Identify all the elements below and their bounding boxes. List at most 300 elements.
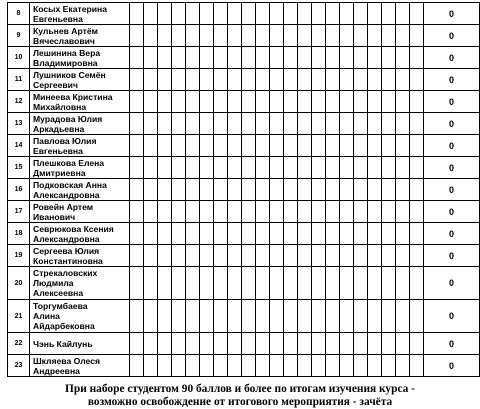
grade-cell bbox=[410, 113, 424, 135]
grade-cell bbox=[340, 91, 354, 113]
grade-cell bbox=[312, 245, 326, 267]
grade-cell bbox=[256, 245, 270, 267]
grade-cell bbox=[368, 91, 382, 113]
grade-cell bbox=[200, 157, 214, 179]
total-score: 0 bbox=[424, 25, 480, 47]
grade-cell bbox=[186, 223, 200, 245]
student-name: Севрюкова Ксения Александровна bbox=[30, 223, 130, 245]
grade-cell bbox=[326, 91, 340, 113]
grade-cell bbox=[214, 267, 228, 300]
grade-cell bbox=[340, 25, 354, 47]
grade-cell bbox=[214, 69, 228, 91]
row-number: 22 bbox=[8, 333, 30, 355]
total-score: 0 bbox=[424, 333, 480, 355]
grade-cell bbox=[312, 25, 326, 47]
grade-cell bbox=[410, 157, 424, 179]
row-number: 11 bbox=[8, 69, 30, 91]
grade-cell bbox=[200, 223, 214, 245]
table-row bbox=[8, 113, 480, 135]
grade-cell bbox=[284, 135, 298, 157]
grade-cell bbox=[396, 201, 410, 223]
grade-cell bbox=[340, 223, 354, 245]
grade-cell bbox=[214, 157, 228, 179]
grade-cell bbox=[298, 113, 312, 135]
table-row bbox=[8, 201, 480, 223]
grade-cell bbox=[298, 135, 312, 157]
grade-cell bbox=[326, 267, 340, 300]
grade-cell bbox=[326, 300, 340, 333]
row-number: 21 bbox=[8, 300, 30, 333]
grade-cell bbox=[130, 355, 144, 377]
grade-cell bbox=[158, 47, 172, 69]
grade-cell bbox=[354, 69, 368, 91]
total-score: 0 bbox=[424, 355, 480, 377]
grade-cell bbox=[242, 333, 256, 355]
grade-cell bbox=[312, 135, 326, 157]
grade-cell bbox=[228, 245, 242, 267]
grade-cell bbox=[410, 179, 424, 201]
grade-cell bbox=[172, 300, 186, 333]
grade-cell bbox=[158, 179, 172, 201]
grade-cell bbox=[368, 69, 382, 91]
grade-cell bbox=[326, 135, 340, 157]
grade-cell bbox=[186, 91, 200, 113]
grade-cell bbox=[354, 91, 368, 113]
grade-cell bbox=[312, 223, 326, 245]
grade-cell bbox=[256, 179, 270, 201]
grade-cell bbox=[298, 201, 312, 223]
grade-cell bbox=[284, 223, 298, 245]
grade-cell bbox=[312, 69, 326, 91]
grade-cell bbox=[382, 245, 396, 267]
grade-cell bbox=[130, 47, 144, 69]
grade-cell bbox=[242, 69, 256, 91]
grade-cell bbox=[298, 223, 312, 245]
grade-cell bbox=[256, 113, 270, 135]
grade-cell bbox=[396, 3, 410, 25]
grade-cell bbox=[172, 223, 186, 245]
grade-cell bbox=[158, 245, 172, 267]
grade-cell bbox=[354, 300, 368, 333]
student-name: Минеева Кристина Михайловна bbox=[30, 91, 130, 113]
table-row bbox=[8, 245, 480, 267]
grade-cell bbox=[144, 47, 158, 69]
grade-cell bbox=[242, 267, 256, 300]
grade-cell bbox=[186, 3, 200, 25]
grade-cell bbox=[270, 135, 284, 157]
grade-cell bbox=[368, 179, 382, 201]
grade-cell bbox=[158, 300, 172, 333]
table-row bbox=[8, 267, 480, 300]
grade-cell bbox=[144, 245, 158, 267]
grade-cell bbox=[256, 69, 270, 91]
grade-cell bbox=[200, 201, 214, 223]
grade-cell bbox=[242, 3, 256, 25]
grade-cell bbox=[186, 179, 200, 201]
grade-cell bbox=[256, 355, 270, 377]
student-name: Мурадова Юлия Аркадьевна bbox=[30, 113, 130, 135]
student-name: Ровейн Артем Иванович bbox=[30, 201, 130, 223]
grade-cell bbox=[354, 245, 368, 267]
grade-cell bbox=[396, 113, 410, 135]
grade-cell bbox=[340, 47, 354, 69]
grade-cell bbox=[340, 179, 354, 201]
grade-cell bbox=[200, 245, 214, 267]
grade-cell bbox=[158, 355, 172, 377]
grade-cell bbox=[256, 157, 270, 179]
grade-cell bbox=[396, 300, 410, 333]
grade-cell bbox=[298, 267, 312, 300]
grade-cell bbox=[228, 300, 242, 333]
grade-cell bbox=[172, 135, 186, 157]
grade-cell bbox=[312, 179, 326, 201]
grade-cell bbox=[172, 69, 186, 91]
row-number: 8 bbox=[8, 3, 30, 25]
grade-cell bbox=[298, 25, 312, 47]
grade-cell bbox=[354, 25, 368, 47]
grade-cell bbox=[382, 201, 396, 223]
row-number: 16 bbox=[8, 179, 30, 201]
grade-cell bbox=[368, 300, 382, 333]
grade-cell bbox=[354, 179, 368, 201]
grade-cell bbox=[382, 300, 396, 333]
grade-cell bbox=[284, 69, 298, 91]
grade-cell bbox=[396, 245, 410, 267]
grade-cell bbox=[242, 179, 256, 201]
grade-cell bbox=[340, 333, 354, 355]
grade-cell bbox=[270, 223, 284, 245]
student-name: Шкляева Олеся Андреевна bbox=[30, 355, 130, 377]
grade-cell bbox=[158, 113, 172, 135]
grade-cell bbox=[326, 3, 340, 25]
grade-cell bbox=[298, 245, 312, 267]
grade-cell bbox=[368, 223, 382, 245]
table-row bbox=[8, 69, 480, 91]
grade-cell bbox=[354, 47, 368, 69]
total-score: 0 bbox=[424, 179, 480, 201]
grade-cell bbox=[396, 333, 410, 355]
grade-cell bbox=[200, 267, 214, 300]
grade-cell bbox=[284, 113, 298, 135]
grade-cell bbox=[200, 69, 214, 91]
grade-cell bbox=[144, 223, 158, 245]
table-row bbox=[8, 223, 480, 245]
total-score: 0 bbox=[424, 245, 480, 267]
grade-cell bbox=[144, 69, 158, 91]
grade-cell bbox=[382, 25, 396, 47]
grade-cell bbox=[144, 333, 158, 355]
grade-cell bbox=[242, 25, 256, 47]
grade-cell bbox=[158, 91, 172, 113]
grade-cell bbox=[284, 201, 298, 223]
grade-cell bbox=[298, 355, 312, 377]
row-number: 18 bbox=[8, 223, 30, 245]
student-name: Стрекаловских Людмила Алексеевна bbox=[30, 267, 130, 300]
grade-cell bbox=[228, 47, 242, 69]
grade-cell bbox=[396, 47, 410, 69]
grade-cell bbox=[186, 157, 200, 179]
grade-cell bbox=[172, 47, 186, 69]
table-row bbox=[8, 157, 480, 179]
grade-cell bbox=[242, 355, 256, 377]
grade-cell bbox=[186, 245, 200, 267]
grade-cell bbox=[186, 25, 200, 47]
grade-cell bbox=[158, 25, 172, 47]
grade-cell bbox=[186, 135, 200, 157]
grade-cell bbox=[340, 355, 354, 377]
grade-cell bbox=[186, 300, 200, 333]
grade-cell bbox=[312, 91, 326, 113]
table-row bbox=[8, 25, 480, 47]
grade-cell bbox=[298, 333, 312, 355]
grade-cell bbox=[410, 300, 424, 333]
grade-cell bbox=[298, 179, 312, 201]
total-score: 0 bbox=[424, 113, 480, 135]
grade-cell bbox=[214, 25, 228, 47]
grade-cell bbox=[284, 179, 298, 201]
grade-cell bbox=[284, 3, 298, 25]
grade-cell bbox=[312, 300, 326, 333]
total-score: 0 bbox=[424, 91, 480, 113]
grade-cell bbox=[368, 113, 382, 135]
grade-cell bbox=[284, 91, 298, 113]
row-number: 17 bbox=[8, 201, 30, 223]
grade-cell bbox=[228, 113, 242, 135]
student-name: Лушников Семён Сергеевич bbox=[30, 69, 130, 91]
grade-cell bbox=[200, 179, 214, 201]
grade-cell bbox=[298, 69, 312, 91]
grade-cell bbox=[172, 113, 186, 135]
grade-cell bbox=[228, 179, 242, 201]
grade-cell bbox=[368, 201, 382, 223]
grade-cell bbox=[298, 300, 312, 333]
grade-cell bbox=[270, 355, 284, 377]
grade-cell bbox=[270, 267, 284, 300]
grade-cell bbox=[368, 157, 382, 179]
grade-cell bbox=[326, 113, 340, 135]
total-score: 0 bbox=[424, 3, 480, 25]
grade-cell bbox=[242, 47, 256, 69]
grade-cell bbox=[200, 113, 214, 135]
grade-table-body bbox=[8, 3, 480, 377]
grade-cell bbox=[158, 3, 172, 25]
grade-cell bbox=[298, 47, 312, 69]
grade-cell bbox=[312, 267, 326, 300]
grade-cell bbox=[354, 223, 368, 245]
grade-cell bbox=[144, 113, 158, 135]
grade-cell bbox=[200, 300, 214, 333]
grade-cell bbox=[396, 25, 410, 47]
student-name: Кульнев Артём Вячеславович bbox=[30, 25, 130, 47]
grade-cell bbox=[256, 300, 270, 333]
grade-cell bbox=[354, 267, 368, 300]
grade-table-container bbox=[7, 2, 480, 377]
grade-cell bbox=[214, 91, 228, 113]
grade-cell bbox=[270, 157, 284, 179]
grade-cell bbox=[312, 201, 326, 223]
grade-cell bbox=[158, 69, 172, 91]
student-name: Лешинина Вера Владимировна bbox=[30, 47, 130, 69]
grade-cell bbox=[354, 333, 368, 355]
grade-cell bbox=[382, 135, 396, 157]
row-number: 23 bbox=[8, 355, 30, 377]
row-number: 20 bbox=[8, 267, 30, 300]
grade-cell bbox=[382, 69, 396, 91]
grade-cell bbox=[326, 179, 340, 201]
grade-cell bbox=[382, 179, 396, 201]
grade-cell bbox=[368, 135, 382, 157]
grade-cell bbox=[410, 223, 424, 245]
total-score: 0 bbox=[424, 201, 480, 223]
grade-cell bbox=[130, 25, 144, 47]
grade-cell bbox=[172, 245, 186, 267]
grade-cell bbox=[270, 333, 284, 355]
grade-cell bbox=[158, 157, 172, 179]
grade-cell bbox=[396, 223, 410, 245]
grade-cell bbox=[410, 47, 424, 69]
grade-cell bbox=[382, 267, 396, 300]
grade-cell bbox=[312, 113, 326, 135]
grade-cell bbox=[172, 3, 186, 25]
table-row bbox=[8, 355, 480, 377]
grade-cell bbox=[242, 91, 256, 113]
grade-cell bbox=[410, 25, 424, 47]
grade-cell bbox=[214, 223, 228, 245]
grade-cell bbox=[382, 113, 396, 135]
grade-cell bbox=[158, 223, 172, 245]
grade-cell bbox=[256, 25, 270, 47]
row-number: 12 bbox=[8, 91, 30, 113]
grade-cell bbox=[144, 300, 158, 333]
grade-cell bbox=[144, 201, 158, 223]
grade-cell bbox=[312, 355, 326, 377]
grade-cell bbox=[144, 91, 158, 113]
grade-cell bbox=[410, 3, 424, 25]
grade-cell bbox=[130, 69, 144, 91]
grade-cell bbox=[214, 245, 228, 267]
grade-cell bbox=[214, 179, 228, 201]
grade-cell bbox=[186, 47, 200, 69]
grade-cell bbox=[284, 300, 298, 333]
grade-cell bbox=[340, 135, 354, 157]
table-row bbox=[8, 333, 480, 355]
grade-cell bbox=[270, 201, 284, 223]
grade-cell bbox=[256, 201, 270, 223]
grade-cell bbox=[368, 333, 382, 355]
grade-cell bbox=[354, 201, 368, 223]
grade-cell bbox=[186, 201, 200, 223]
grade-cell bbox=[284, 245, 298, 267]
grade-cell bbox=[284, 25, 298, 47]
grade-cell bbox=[284, 333, 298, 355]
grade-cell bbox=[354, 157, 368, 179]
grade-cell bbox=[396, 267, 410, 300]
grade-cell bbox=[284, 47, 298, 69]
grade-cell bbox=[144, 3, 158, 25]
grade-cell bbox=[158, 333, 172, 355]
grade-cell bbox=[200, 91, 214, 113]
row-number: 14 bbox=[8, 135, 30, 157]
grade-cell bbox=[312, 333, 326, 355]
grade-cell bbox=[410, 333, 424, 355]
total-score: 0 bbox=[424, 223, 480, 245]
student-name: Сергеева Юлия Константиновна bbox=[30, 245, 130, 267]
grade-cell bbox=[368, 25, 382, 47]
grade-cell bbox=[382, 91, 396, 113]
footer-note bbox=[0, 383, 480, 409]
row-number: 19 bbox=[8, 245, 30, 267]
grade-cell bbox=[130, 223, 144, 245]
grade-cell bbox=[396, 91, 410, 113]
grade-cell bbox=[228, 355, 242, 377]
grade-cell bbox=[396, 355, 410, 377]
grade-cell bbox=[242, 300, 256, 333]
grade-cell bbox=[130, 3, 144, 25]
grade-cell bbox=[410, 91, 424, 113]
grade-cell bbox=[186, 69, 200, 91]
student-name: Чэнь Кайлунь bbox=[30, 333, 130, 355]
grade-cell bbox=[354, 135, 368, 157]
grade-cell bbox=[144, 157, 158, 179]
grade-cell bbox=[326, 223, 340, 245]
total-score: 0 bbox=[424, 300, 480, 333]
grade-cell bbox=[144, 179, 158, 201]
grade-cell bbox=[410, 245, 424, 267]
grade-cell bbox=[144, 25, 158, 47]
grade-cell bbox=[172, 333, 186, 355]
grade-cell bbox=[228, 135, 242, 157]
grade-cell bbox=[270, 245, 284, 267]
grade-cell bbox=[214, 201, 228, 223]
grade-cell bbox=[270, 3, 284, 25]
grade-cell bbox=[158, 267, 172, 300]
grade-cell bbox=[270, 300, 284, 333]
row-number: 10 bbox=[8, 47, 30, 69]
student-name: Торгумбаева Алина Айдарбековна bbox=[30, 300, 130, 333]
grade-cell bbox=[214, 333, 228, 355]
grade-cell bbox=[130, 157, 144, 179]
grade-cell bbox=[228, 69, 242, 91]
grade-cell bbox=[270, 69, 284, 91]
student-name: Плешкова Елена Дмитриевна bbox=[30, 157, 130, 179]
grade-cell bbox=[354, 113, 368, 135]
grade-cell bbox=[256, 267, 270, 300]
grade-cell bbox=[200, 3, 214, 25]
grade-cell bbox=[326, 25, 340, 47]
grade-cell bbox=[228, 223, 242, 245]
grade-cell bbox=[214, 355, 228, 377]
table-row bbox=[8, 3, 480, 25]
grade-cell bbox=[256, 47, 270, 69]
grade-cell bbox=[298, 3, 312, 25]
grade-cell bbox=[298, 91, 312, 113]
total-score: 0 bbox=[424, 47, 480, 69]
total-score: 0 bbox=[424, 69, 480, 91]
grade-cell bbox=[186, 113, 200, 135]
table-row bbox=[8, 91, 480, 113]
grade-cell bbox=[284, 355, 298, 377]
grade-cell bbox=[144, 135, 158, 157]
grade-cell bbox=[256, 333, 270, 355]
grade-cell bbox=[130, 135, 144, 157]
grade-cell bbox=[368, 3, 382, 25]
grade-cell bbox=[354, 3, 368, 25]
grade-cell bbox=[340, 201, 354, 223]
grade-cell bbox=[270, 25, 284, 47]
student-name: Павлова Юлия Евгеньевна bbox=[30, 135, 130, 157]
total-score: 0 bbox=[424, 267, 480, 300]
grade-cell bbox=[410, 201, 424, 223]
